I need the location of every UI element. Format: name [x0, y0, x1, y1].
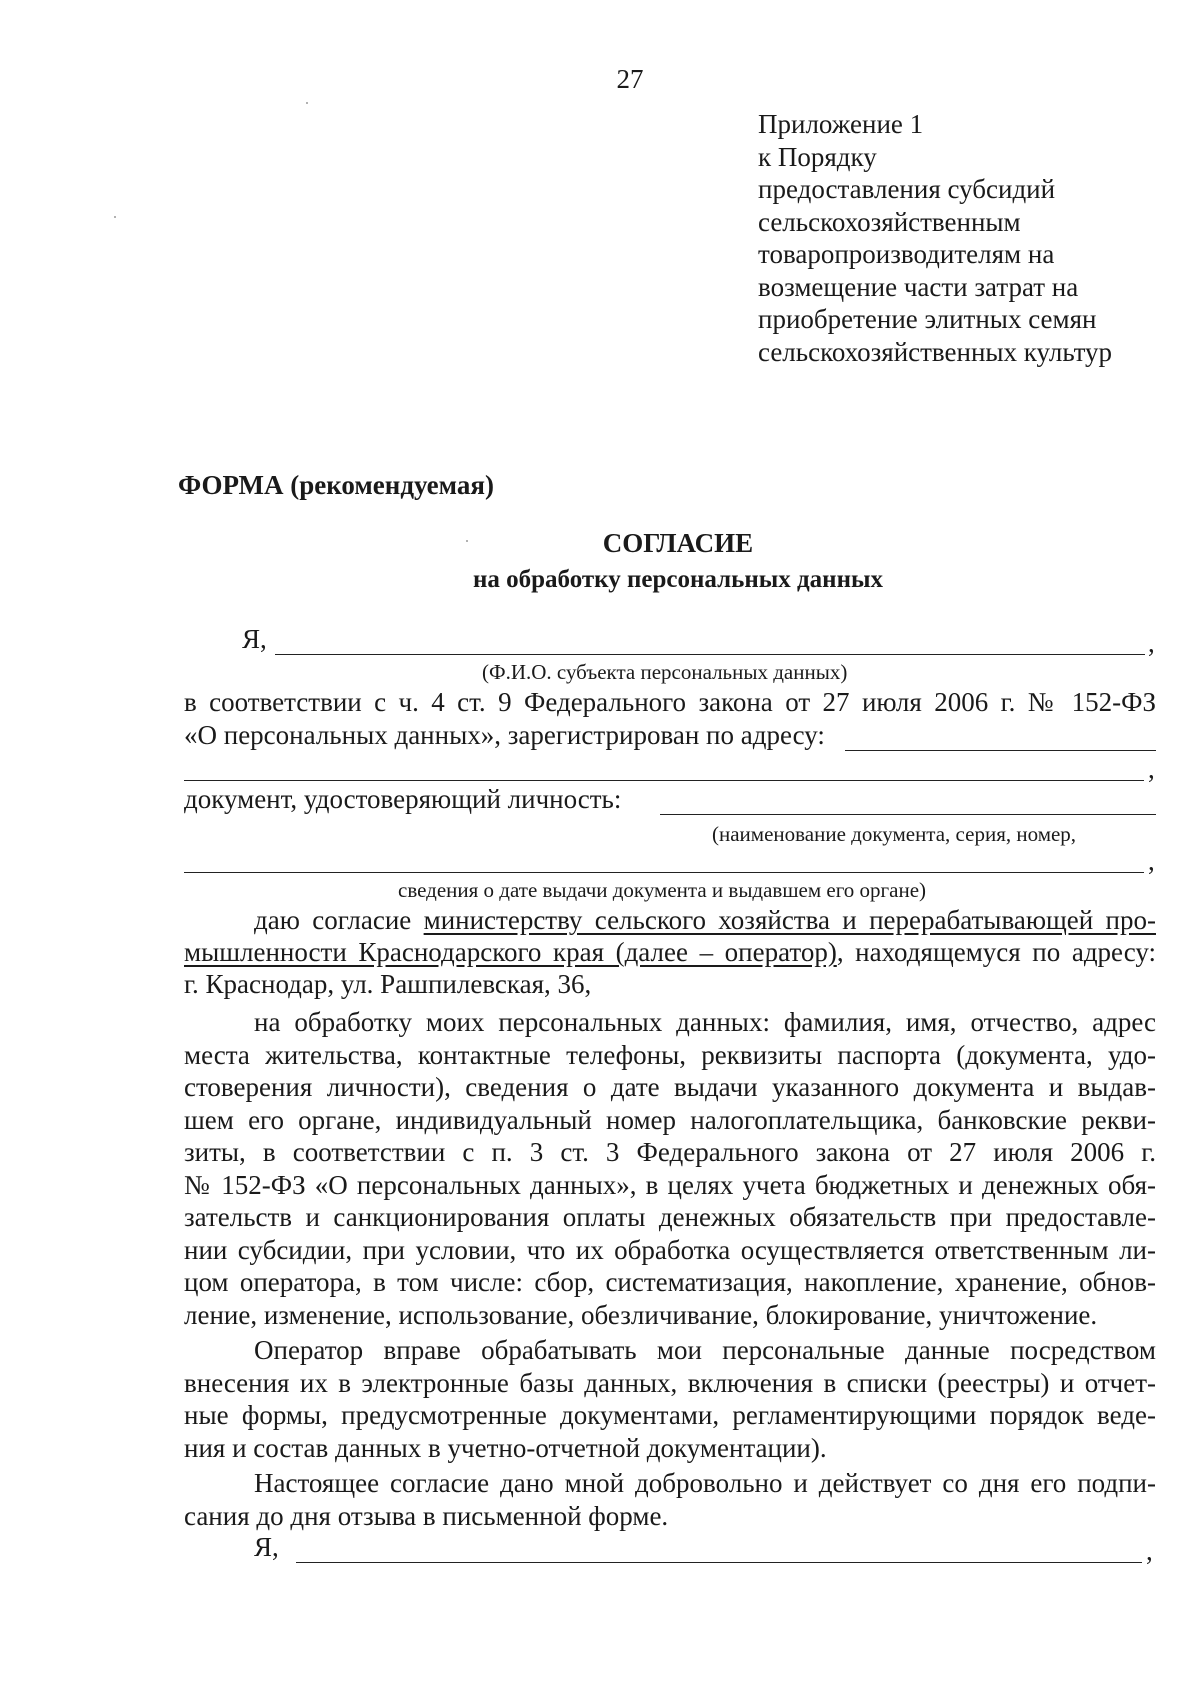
document-details-caption: сведения о дате выдачи документа и выдавшем его органе) — [398, 878, 927, 902]
document-subtitle: на обработку персональных данных — [473, 566, 883, 593]
paragraph-line: Настоящее согласие дано мной добровольно и действует со дня его подпи- — [254, 1468, 1156, 1498]
comma: , — [1148, 628, 1155, 658]
appendix-line: сельскохозяйственных культур — [758, 336, 1113, 367]
paragraph-line: № 152-ФЗ «О персональных данных», в целях учета бюджетных и денежных обя- — [184, 1170, 1156, 1200]
form-label: ФОРМА (рекомендуемая) — [178, 470, 494, 500]
comma: , — [1148, 846, 1155, 876]
fio-field[interactable] — [275, 654, 1145, 655]
appendix-line: Приложение 1 — [758, 109, 924, 139]
paragraph-line: сания до дня отзыва в письменной форме. — [184, 1501, 669, 1531]
paragraph-line: на обработку моих персональных данных: фамилия, имя, отчество, адрес — [254, 1007, 1156, 1037]
scan-speck — [114, 216, 116, 218]
comma: , — [1146, 1536, 1153, 1566]
scan-speck — [306, 102, 308, 104]
final-i-prefix: Я, — [254, 1532, 279, 1562]
operator-name: министерству сельского хозяйства и перерабатывающей про- — [423, 905, 1156, 935]
paragraph-line: цом оператора, в том числе: сбор, систематизация, накопление, хранение, обнов- — [184, 1267, 1156, 1297]
address-field-continued[interactable] — [184, 780, 1144, 781]
paragraph-line: шем его органе, индивидуальный номер налогоплательщика, банковские рекви- — [184, 1105, 1156, 1135]
paragraph-line: ление, изменение, использование, обезличивание, блокирование, уничтожение. — [184, 1300, 1098, 1330]
appendix-line: сельскохозяйственным — [758, 206, 1021, 237]
consent-line: даю согласие министерству сельского хозяйства и перерабатывающей про- — [254, 905, 1156, 935]
comma: , — [1148, 754, 1155, 784]
document-title: СОГЛАСИЕ — [602, 528, 754, 558]
paragraph-line: зиты, в соответствии с п. 3 ст. 3 Федерального закона от 27 июля 2006 г. — [184, 1137, 1156, 1167]
appendix-line: приобретение элитных семян — [758, 304, 1097, 334]
appendix-line: к Порядку — [758, 141, 877, 172]
paragraph-line: места жительства, контактные телефоны, реквизиты паспорта (документа, удо- — [184, 1040, 1156, 1070]
page-number: 27 — [616, 64, 644, 94]
paragraph-line: ния и состав данных в учетно-отчетной документации). — [184, 1433, 827, 1463]
paragraph-line: нии субсидии, при условии, что их обработка осуществляется ответственным ли- — [184, 1235, 1156, 1265]
consent-line: г. Краснодар, ул. Рашпилевская, 36, — [184, 969, 592, 999]
operator-name: мышленности Краснодарского края (далее – оператор) — [184, 937, 837, 967]
law-line: в соответствии с ч. 4 ст. 9 Федерального закона от 27 июля 2006 г. № 152-ФЗ — [184, 687, 1156, 717]
appendix-line: предоставления субсидий — [758, 174, 1056, 204]
document-details-field[interactable] — [184, 872, 1144, 873]
appendix-line: товаропроизводителям на — [758, 239, 1055, 269]
document-field[interactable] — [660, 814, 1156, 815]
address-label: «О персональных данных», зарегистрирован по адресу: — [184, 720, 825, 750]
document-caption: (наименование документа, серия, номер, — [712, 822, 1077, 846]
paragraph-line: Оператор вправе обрабатывать мои персональные данные посредством — [254, 1335, 1156, 1365]
paragraph-line: ные формы, предусмотренные документами, регламентирующими порядок веде- — [184, 1400, 1156, 1430]
appendix-block — [758, 108, 1112, 368]
i-prefix: Я, — [242, 624, 267, 654]
paragraph-line: внесения их в электронные базы данных, включения в списки (реестры) и отчет- — [184, 1368, 1156, 1398]
paragraph-line: зательств и санкционирования оплаты денежных обязательств при предоставле- — [184, 1202, 1156, 1232]
fio-caption: (Ф.И.О. субъекта персональных данных) — [482, 660, 848, 684]
document-label: документ, удостоверяющий личность: — [184, 784, 622, 814]
address-field[interactable] — [845, 750, 1156, 751]
appendix-line: возмещение части затрат на — [758, 271, 1079, 302]
paragraph-line: стоверения личности), сведения о дате выдачи указанного документа и выдав- — [184, 1072, 1156, 1102]
consent-line: мышленности Краснодарского края (далее – оператор), находящемуся по адресу: — [184, 937, 1156, 967]
final-signature-field[interactable] — [296, 1562, 1142, 1563]
